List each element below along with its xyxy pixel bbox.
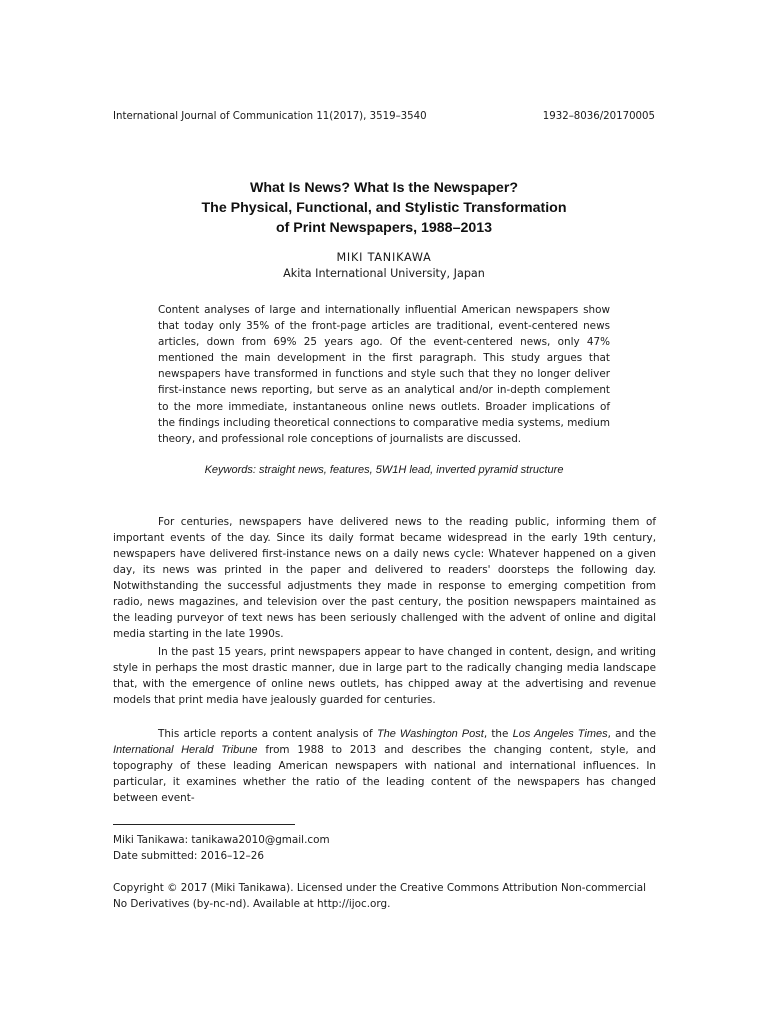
title-line-3: of Print Newspapers, 1988–2013 <box>275 220 493 236</box>
author-name: MIKI TANIKAWA <box>336 251 432 264</box>
date-submitted: Date submitted: 2016–12–26 <box>113 850 264 862</box>
author-email: Miki Tanikawa: tanikawa2010@gmail.com <box>113 834 330 846</box>
text-run: from 1988 to 2013 and describes the changing content, style, and topography of these leading American newspapers with national and international influences. In particular, it examines whether the ratio of the leading content of the newspapers has changed between event- <box>113 744 657 804</box>
body-paragraph-2 <box>113 644 656 708</box>
footnote-divider <box>113 824 295 825</box>
title-line-2: The Physical, Functional, and Stylistic Transformation <box>201 200 567 216</box>
body-paragraph-3 <box>113 726 656 806</box>
journal-citation: International Journal of Communication 11(2017), 3519–3540 <box>113 111 427 122</box>
text-run: , the <box>483 728 513 740</box>
abstract: Content analyses of large and internationally influential American newspapers show that today only 35% of the front-page articles are traditional, event-centered news articles, down from 69% 25 years ago. Of the event-centered news, only 47% mentioned the main development in the first paragraph. This study argues that newspapers have transformed in functions and style such that they no longer deliver first-instance news reporting, but serve as an analytical and/or in-depth complement to the more immediate, instantaneous online news outlets. Broader implications of the findings including theoretical connections to comparative media systems, medium theory, and professional role conceptions of journalists are discussed. <box>158 304 610 445</box>
title-block <box>113 178 655 282</box>
publication-name: Los Angeles Times <box>512 728 608 740</box>
title-line-1: What Is News? What Is the Newspaper? <box>249 180 519 196</box>
copyright-notice: Copyright © 2017 (Miki Tanikawa). Licensed under the Creative Commons Attribution Non-commercial No Derivatives (by-nc-nd). Available at http://ijoc.org. <box>113 882 647 910</box>
paragraph-text <box>113 726 656 806</box>
paragraph-text: In the past 15 years, print newspapers appear to have changed in content, design, and writing style in perhaps the most drastic manner, due in large part to the radically changing media landscape that, with the emergence of online news outlets, has chipped away at the advertising and revenue models that print media have jealously guarded for centuries. <box>113 646 656 706</box>
author-affiliation: Akita International University, Japan <box>283 267 485 280</box>
body-paragraph-1 <box>113 514 656 642</box>
footnotes <box>113 832 658 864</box>
issn: 1932–8036/20170005 <box>542 111 655 122</box>
keywords: Keywords: straight news, features, 5W1H lead, inverted pyramid structure <box>204 464 564 476</box>
publication-name: International Herald Tribune <box>113 744 258 756</box>
publication-name: The Washington Post <box>376 728 484 740</box>
paragraph-text: For centuries, newspapers have delivered news to the reading public, informing them of important events of the day. Since its daily format became widespread in the early 19th century, newspapers have delivered first-instance news on a daily news cycle: Whatever happened on a given day, its news was printed in the paper and delivered to readers' doorsteps the following day. Notwithstanding the successful adjustments they made in response to emerging competition from radio, news magazines, and television over the past century, the position newspapers maintained as the leading purveyor of text news has been seriously challenged with the advent of online and digital media starting in the late 1990s. <box>113 516 656 640</box>
text-run: , and the <box>607 728 657 740</box>
text-run: This article reports a content analysis of <box>158 728 377 740</box>
